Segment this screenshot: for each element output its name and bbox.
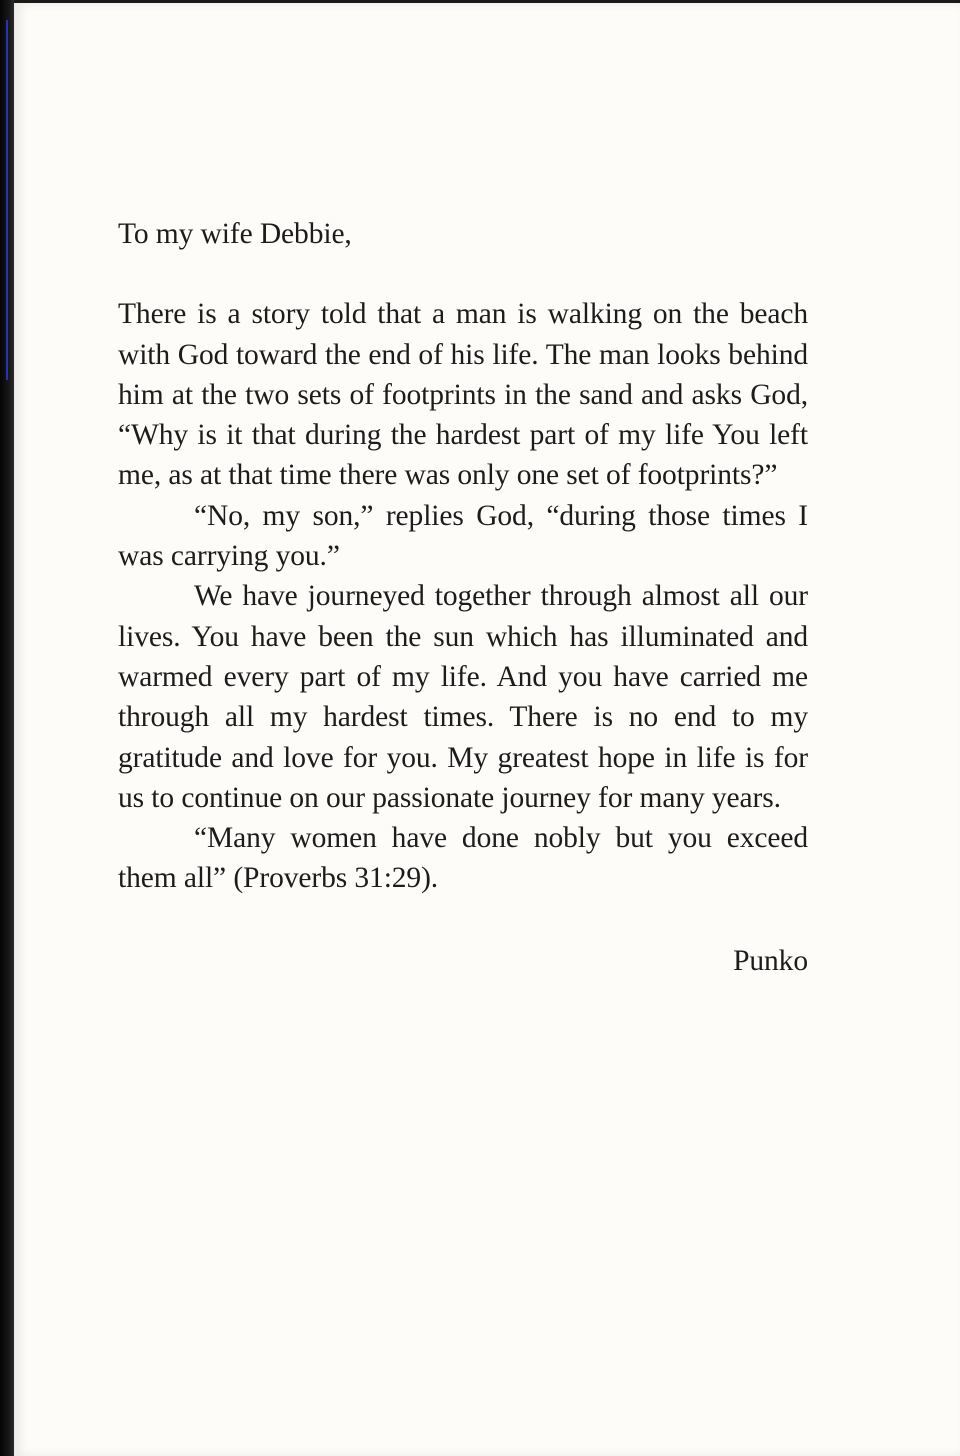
paragraph-footprints-story: There is a story told that a man is walking on the beach with God toward the end of his life. The man looks behind him at the two sets of footprints in the sand and asks God, “Why is it that during the hardest part of my life You left me, as at that time there was only one set of footprints?” xyxy=(118,298,808,492)
scan-artifact xyxy=(6,20,8,380)
salutation: To my wife Debbie, xyxy=(118,218,352,250)
paragraph-proverbs-quote: “Many women have done nobly but you exceed them all” (Proverbs 31:29). xyxy=(118,822,808,895)
signature: Punko xyxy=(733,944,808,977)
paragraph-gods-reply: “No, my son,” replies God, “during those times I was carrying you.” xyxy=(118,499,808,573)
paragraph-gratitude: We have journeyed together through almost all our lives. You have been the sun which has illuminated and warmed every part of my life. And you have carried me through all my hardest times. There is no end to my gratitude and love for you. My greatest hope in life is for us to continue on our passionate journey for many years. xyxy=(118,580,808,814)
dedication-text xyxy=(118,214,808,981)
